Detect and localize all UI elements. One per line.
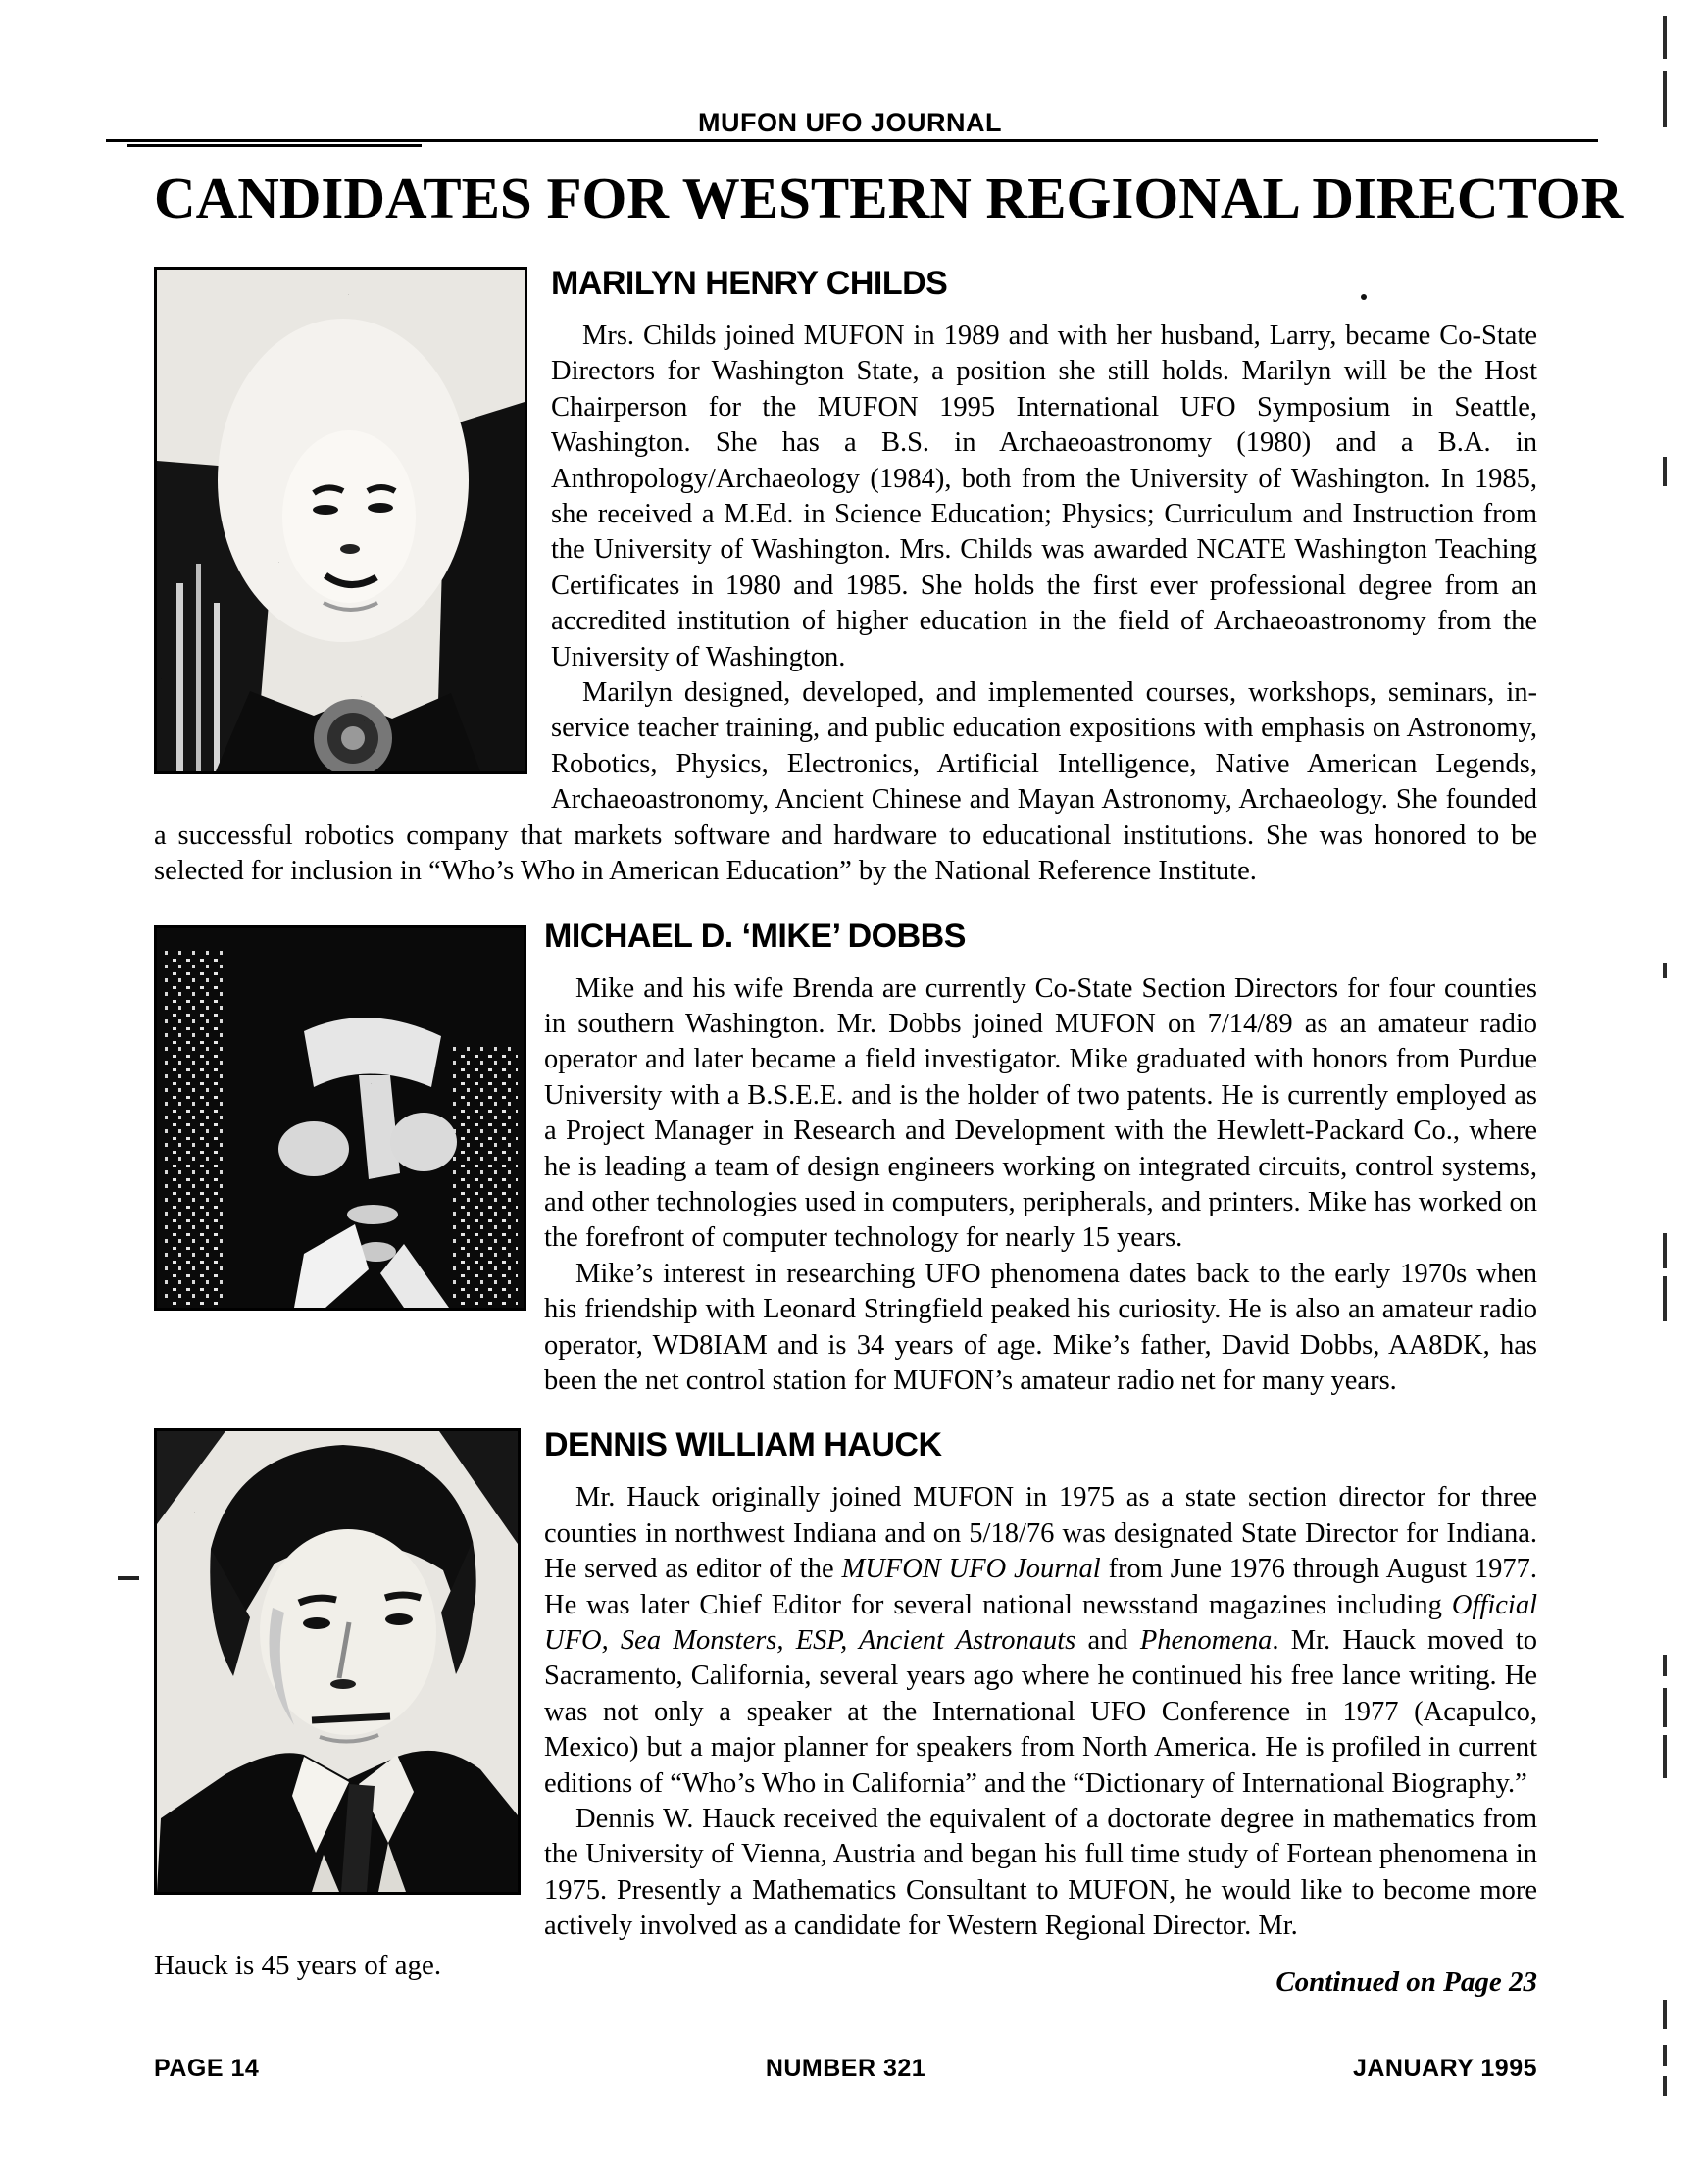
hauck-photo-column [154,1424,544,1982]
scan-artifact [1663,2076,1667,2096]
scan-artifact [1663,2045,1667,2066]
footer-issue-date: JANUARY 1995 [1352,2055,1537,2082]
header-rule-fragment [127,144,422,147]
candidate-name-hauck: DENNIS WILLIAM HAUCK [544,1426,942,1464]
scan-artifact [1663,16,1667,59]
photo-mike-dobbs [154,925,526,1311]
page-footer [154,2055,1537,2083]
continued-notice: Continued on Page 23 [1275,1965,1537,1998]
dobbs-paragraph-2: Mike’s interest in researching UFO phenomena dates back to the early 1970s when his friendship with Leonard Stringfield peaked his curiosity. He is also an amateur radio operator, WD8IAM and is 34 years of age. Mike’s father, David Dobbs, AA8DK, has been the net control station for MUFON’s amateur radio net for many years. [544,1258,1537,1396]
photo-dennis-hauck [154,1428,521,1895]
scan-artifact [1663,1233,1667,1268]
dobbs-text-column [544,916,1537,1400]
childs-paragraph-2: Marilyn designed, developed, and implemented courses, workshops, seminars, in-service teacher training, and public education expositions with emphasis on Astronomy, Robotics, Physics, Electronics, Artificial Intelligence, Native American Legends, Archaeoastronomy, Ancient Chinese and Mayan Astronomy, Archaeology. She founded a successful robotics company that markets software and hardware to educational institutions. She was honored to be selected for inclusion in “Who’s Who in American Education” by the National Reference Institute. [154,677,1537,887]
page-content [154,263,1537,2024]
portrait-hauck-illustration [157,1431,518,1892]
portrait-childs-illustration [157,270,525,771]
scan-artifact [1663,1688,1667,1727]
dobbs-paragraph-1: Mike and his wife Brenda are currently Co-State Section Directors for four counties in southern Washington. Mr. Dobbs joined MUFON on 7/14/89 as an amateur radio operator and later became a field investigator. Mike graduated with honors from Purdue University with a B.S.E.E. and is the holder of two patents. He is currently employed as a Project Manager in Research and Development with the Hewlett-Packard Co., where he is leading a team of design engineers working on integrated circuits, control systems, and other technologies used in computers, peripherals, and printers. Mike has worked on the forefront of computer technology for nearly 15 years. [544,972,1537,1254]
scan-artifact [1663,963,1667,978]
candidate-name-dobbs: MICHAEL D. ‘MIKE’ DOBBS [544,917,966,955]
hauck-text-column [544,1424,1537,1998]
journal-masthead: MUFON UFO JOURNAL [698,108,1002,137]
hauck-paragraph-1: Mr. Hauck originally joined MUFON in 1975 as a state section director for three counties in northwest Indiana and on 5/18/76 was designated State Director for Indiana. He served as editor of the MUFON UFO Journal from June 1976 through August 1977. He was later Chief Editor for several national newsstand magazines including Official UFO, Sea Monsters, ESP, Ancient Astronauts and Phenomena. Mr. Hauck moved to Sacramento, California, several years ago where he continued his free lance writing. He was not only a speaker at the International UFO Conference in 1977 (Acapulco, Mexico) but a major planner for speakers from North America. He is profiled in current editions of “Who’s Who in California” and the “Dictionary of International Biography.” [544,1482,1537,1799]
dobbs-photo-column [154,916,544,1311]
header-rule [106,139,1598,142]
scan-artifact [1663,457,1667,486]
scan-artifact [1663,2000,1667,2029]
scan-artifact [1663,1655,1667,1676]
candidate-section-dobbs [154,916,1537,1400]
candidate-name-childs: MARILYN HENRY CHILDS [551,265,948,302]
candidate-section-childs [154,263,1537,890]
childs-paragraph-1: Mrs. Childs joined MUFON in 1989 and with her husband, Larry, became Co-State Directors for Washington State, a position she still holds. Marilyn will be the Host Chairperson for the MUFON 1995 International UFO Symposium in Seattle, Washington. She has a B.S. in Archaeoastronomy (1980) and a B.A. in Anthropology/Archaeology (1984), both from the University of Washington. In 1985, she received a M.Ed. in Science Education; Physics; Curriculum and Instruction from the University of Washington. Mrs. Childs was awarded NCATE Washington Teaching Certificates in 1980 and 1985. She holds the first ever professional degree from an accredited institution of higher education in the field of Archaeoastronomy from the University of Washington. [551,321,1537,672]
footer-issue-number: NUMBER 321 [765,2055,926,2082]
scan-artifact [1663,1276,1667,1321]
page-title: CANDIDATES FOR WESTERN REGIONAL DIRECTOR [154,166,1624,230]
footer-page-number: PAGE 14 [154,2055,260,2082]
photo-marilyn-childs [154,267,527,774]
portrait-dobbs-illustration [157,928,524,1308]
scan-artifact [118,1576,139,1580]
candidate-section-hauck [154,1424,1537,1998]
hauck-paragraph-2: Dennis W. Hauck received the equivalent of a doctorate degree in mathematics from the University of Vienna, Austria and began his full time study of Fortean phenomena in 1975. Presently a Mathematics Consultant to MUFON, he would like to become more actively involved as a candidate for Western Regional Director. Mr. [544,1804,1537,1942]
hauck-photo-caption: Hauck is 45 years of age. [154,1950,442,1982]
scan-artifact [1663,1735,1667,1778]
